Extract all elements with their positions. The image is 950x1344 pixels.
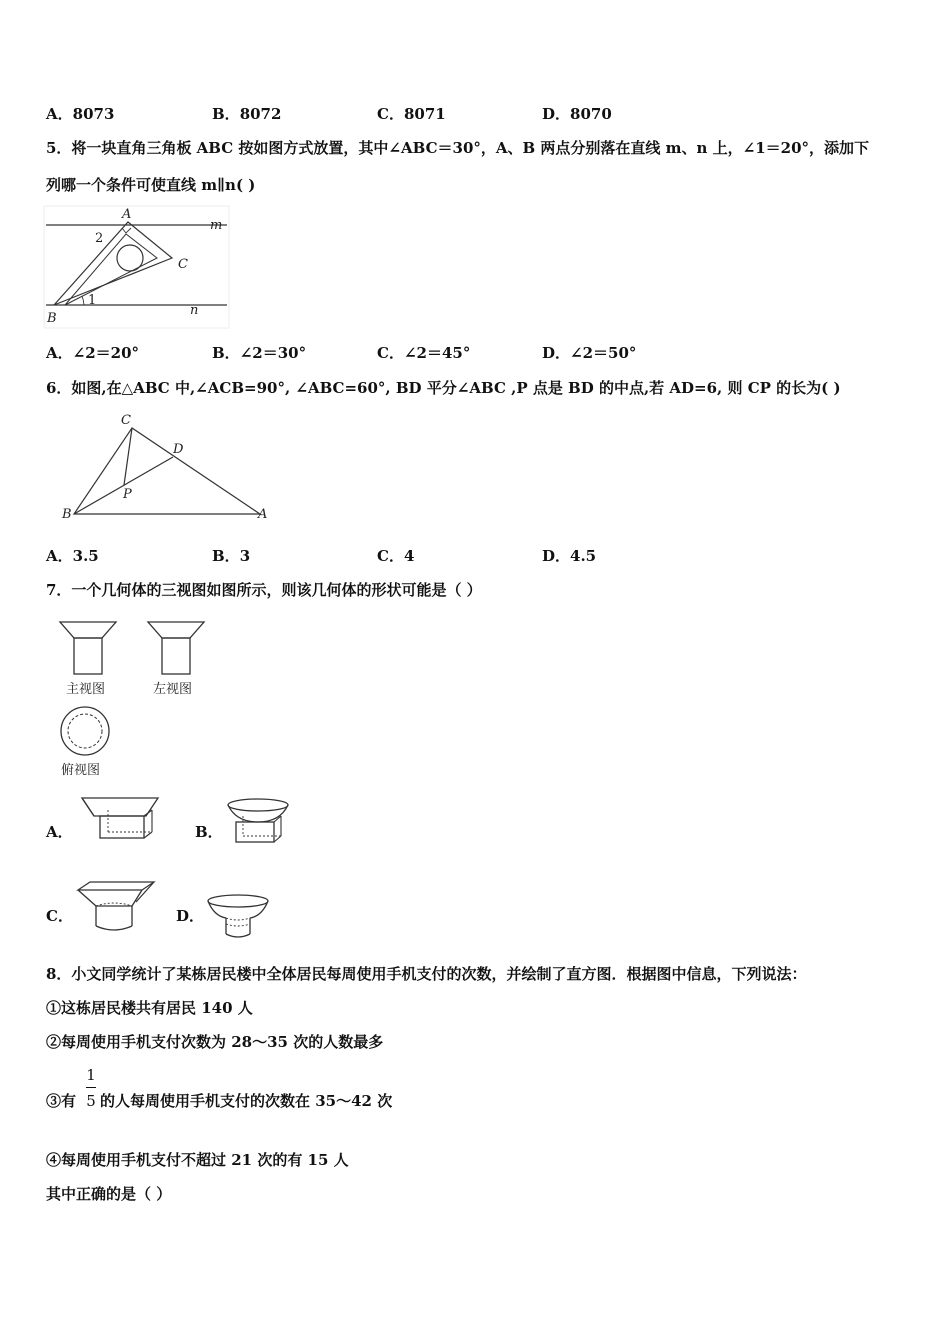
option-letter: C． [46, 907, 73, 925]
q8-fraction-numerator: 1 [86, 1066, 96, 1084]
label-b: B [62, 507, 72, 522]
option-value: 3 [239, 547, 251, 565]
q5-option-d[interactable] [542, 342, 636, 363]
segment-bd [74, 457, 173, 514]
triangle-hole [117, 245, 143, 271]
front-view [60, 622, 116, 697]
q6-stem: 6．如图,在△ABC 中,∠ACB=90°, ∠ABC=60°, BD 平分∠ABC ,P 点是 BD 的中点,若 AD=6, 则 CP 的长为( ) [46, 379, 841, 397]
q6-option-a[interactable] [46, 545, 99, 566]
label-m: m [210, 218, 223, 233]
option-value: ∠2＝45° [403, 344, 471, 362]
q8-statement-2: ②每周使用手机支付次数为 28～35 次的人数最多 [46, 1033, 384, 1051]
right-angle-mark [122, 228, 131, 233]
q7-option-a-figure [80, 796, 162, 844]
q8-fraction-denominator: 5 [86, 1092, 96, 1110]
label-b: B [47, 311, 57, 326]
option-letter: A． [46, 823, 73, 841]
q7-option-c-figure [76, 880, 158, 936]
q6-option-d[interactable] [542, 545, 596, 566]
q4-option-b[interactable] [212, 103, 281, 124]
label-2: 2 [95, 231, 104, 246]
q5-option-c[interactable] [377, 342, 470, 363]
option-letter: C． [377, 344, 404, 362]
q6-figure [60, 410, 275, 526]
option-letter: B． [212, 547, 240, 565]
option-letter: D． [542, 344, 571, 362]
front-view-label: 主视图 [66, 682, 106, 697]
q4-option-d[interactable] [542, 103, 612, 124]
q5-option-a[interactable] [46, 342, 139, 363]
q8-question: 其中正确的是（ ） [46, 1185, 172, 1203]
option-letter: B． [195, 823, 223, 841]
segment-cp [124, 428, 132, 485]
triangle-abc [74, 428, 260, 514]
q8-stem: 8．小文同学统计了某栋居民楼中全体居民每周使用手机支付的次数，并绘制了直方图．根据图中信息，下列说法： [46, 965, 807, 983]
top-view-label: 俯视图 [61, 763, 101, 778]
option-letter: A． [46, 547, 73, 565]
q6-option-c[interactable] [377, 545, 414, 566]
label-a: A [122, 207, 132, 222]
option-letter: D． [542, 105, 571, 123]
q7-option-c[interactable] [46, 905, 73, 926]
q5-option-b[interactable] [212, 342, 306, 363]
option-value: 8071 [403, 105, 446, 123]
option-letter: D． [542, 547, 571, 565]
q5-stem-line2: 列哪一个条件可使直线 m∥n( ) [46, 176, 256, 194]
q4-option-c[interactable] [377, 103, 446, 124]
top-view [61, 707, 109, 778]
label-c: C [178, 257, 188, 272]
option-value: 3.5 [72, 547, 99, 565]
q8-statement-4: ④每周使用手机支付不超过 21 次的有 15 人 [46, 1151, 349, 1169]
q8-statement-3-suffix: 的人每周使用手机支付的次数在 35～42 次 [100, 1092, 393, 1110]
label-1: 1 [88, 293, 97, 308]
option-letter: C． [377, 547, 404, 565]
q7-stem: 7．一个几何体的三视图如图所示，则该几何体的形状可能是（ ） [46, 581, 482, 599]
option-letter: C． [377, 105, 404, 123]
q7-three-views [56, 618, 216, 780]
q5-stem-line1: 5．将一块直角三角板 ABC 按如图方式放置，其中∠ABC＝30°，A、B 两点分别落在直线 m、n 上，∠1＝20°，添加下 [46, 139, 870, 157]
option-value: 8070 [570, 105, 612, 123]
option-value: 8072 [239, 105, 282, 123]
q6-option-b[interactable] [212, 545, 250, 566]
option-value: 8073 [72, 105, 115, 123]
label-c: C [121, 413, 131, 428]
label-n: n [190, 303, 199, 318]
label-p: P [123, 487, 132, 502]
option-value: ∠2＝20° [72, 344, 140, 362]
q5-figure [44, 206, 229, 328]
q4-option-a[interactable] [46, 103, 114, 124]
q7-option-d-figure [204, 892, 272, 942]
option-letter: B． [212, 105, 240, 123]
left-view-label: 左视图 [153, 682, 193, 697]
q7-option-a[interactable] [46, 821, 73, 842]
q7-option-b-figure [224, 798, 292, 846]
q8-fraction-bar [86, 1087, 96, 1088]
option-value: 4 [403, 547, 415, 565]
option-value: ∠2＝50° [570, 344, 637, 362]
left-view [148, 622, 204, 697]
option-letter: D． [176, 907, 205, 925]
label-a: A [258, 507, 268, 522]
triangle-abc [54, 222, 172, 305]
option-letter: B． [212, 344, 240, 362]
label-d: D [173, 442, 184, 457]
q7-option-d[interactable] [176, 905, 204, 926]
option-value: ∠2＝30° [239, 344, 307, 362]
option-letter: A． [46, 105, 73, 123]
q7-option-b[interactable] [195, 821, 223, 842]
angle-1-arc [82, 296, 84, 305]
q8-statement-3-prefix: ③有 [46, 1092, 77, 1110]
option-value: 4.5 [570, 547, 597, 565]
q8-statement-1: ①这栋居民楼共有居民 140 人 [46, 999, 253, 1017]
option-letter: A． [46, 344, 73, 362]
